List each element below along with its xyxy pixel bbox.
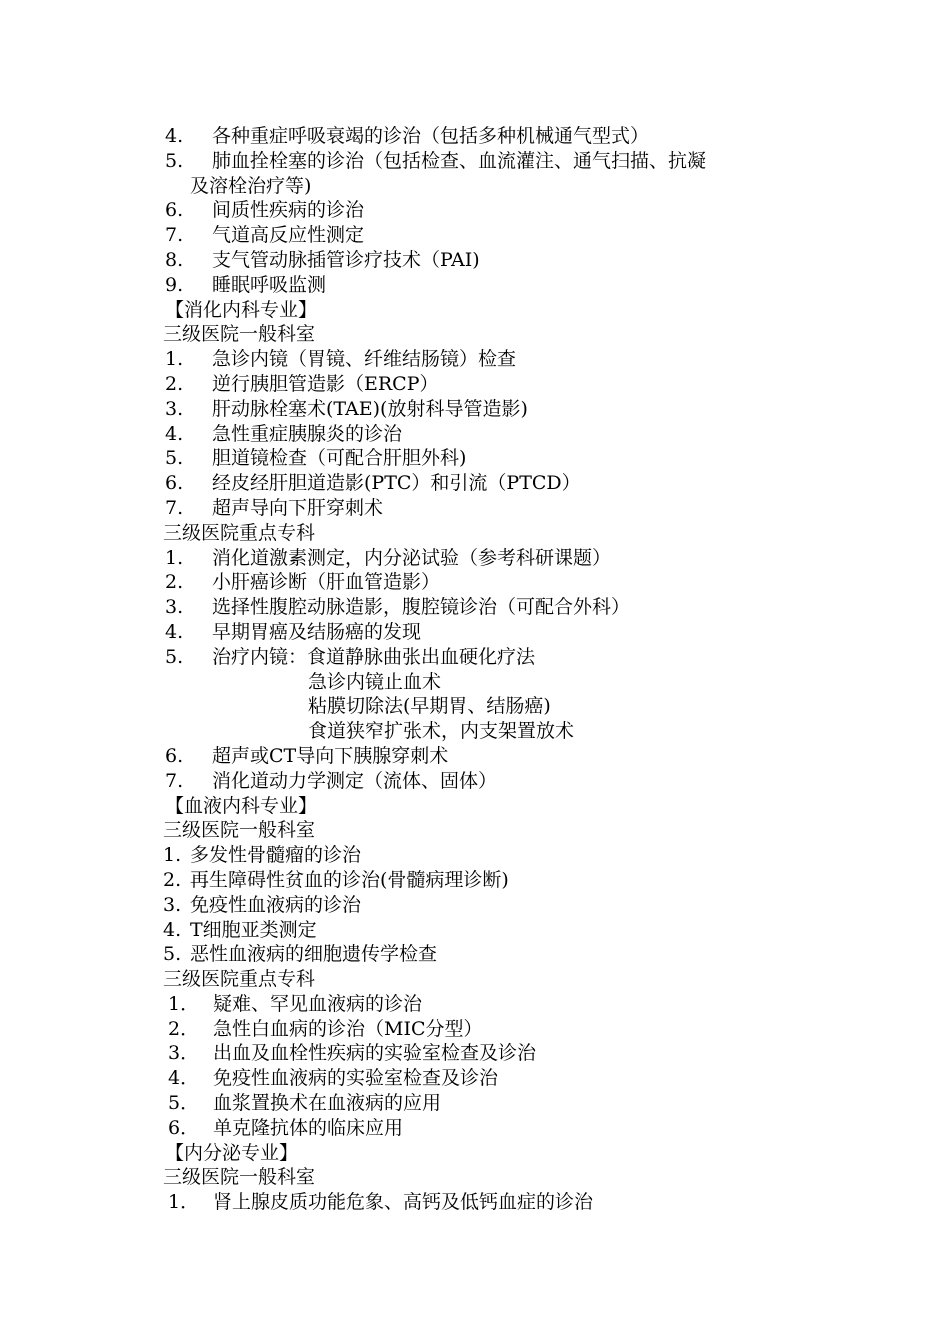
list-item	[0, 124, 950, 149]
item-number: 4.	[165, 125, 184, 147]
list-item	[0, 422, 950, 447]
item-number: 2.	[163, 868, 182, 891]
item-number: 7.	[165, 496, 184, 519]
item-text: 超声或CT导向下胰腺穿刺术	[212, 744, 449, 767]
item-number: 4.	[165, 422, 184, 445]
list-item	[0, 620, 950, 645]
document-body	[0, 124, 950, 1215]
list-item	[0, 719, 950, 744]
item-text: 急性重症胰腺炎的诊治	[212, 422, 403, 445]
item-text: 肺血拴栓塞的诊治（包括检查、血流灌注、通气扫描、抗凝	[212, 149, 707, 172]
list-item	[0, 918, 950, 943]
list-item	[0, 769, 950, 794]
item-text: 【内分泌专业】	[165, 1141, 299, 1164]
item-number: 1.	[163, 844, 182, 867]
list-item	[0, 645, 950, 670]
item-number: 5.	[165, 645, 184, 668]
item-text: 小肝癌诊断（肝血管造影）	[212, 571, 441, 594]
item-number: 2．	[168, 1017, 200, 1040]
item-text: 及溶栓治疗等)	[190, 174, 312, 197]
list-item	[0, 570, 950, 595]
list-item	[0, 1066, 950, 1091]
item-text: 支气管动脉插管诊疗技术（PAI)	[212, 248, 480, 271]
list-item	[0, 223, 950, 248]
item-number: 5.	[163, 943, 182, 966]
item-text: 气道高反应性测定	[212, 224, 365, 247]
item-number: 1．	[168, 1191, 200, 1214]
item-text: 选择性腹腔动脉造影，腹腔镜诊治（可配合外科）	[212, 596, 631, 619]
item-number: 2.	[165, 571, 184, 594]
subsection-heading	[0, 1165, 950, 1190]
item-text: 超声导向下肝穿刺术	[212, 496, 384, 519]
list-item	[0, 496, 950, 521]
item-number: 5.	[165, 149, 184, 172]
list-item	[0, 273, 950, 298]
list-item	[0, 868, 950, 893]
item-text: 粘膜切除法(早期胃、结肠癌)	[308, 695, 551, 718]
item-text: 出血及血栓性疾病的实验室检查及诊治	[213, 1042, 537, 1065]
item-text: 间质性疾病的诊治	[212, 199, 365, 222]
list-item	[0, 744, 950, 769]
item-number: 1．	[168, 992, 200, 1015]
list-item	[0, 1041, 950, 1066]
item-text: 消化道动力学测定（流体、固体）	[212, 769, 498, 792]
item-text: 三级医院一般科室	[163, 819, 316, 842]
subsection-heading	[0, 521, 950, 546]
item-text: T细胞亚类测定	[190, 918, 317, 941]
list-item	[0, 843, 950, 868]
list-item	[0, 347, 950, 372]
item-text: 食道狭窄扩张术，内支架置放术	[308, 720, 575, 743]
item-number: 3．	[168, 1042, 200, 1065]
item-text: 消化道激素测定，内分泌试验（参考科研课题）	[212, 546, 612, 569]
item-text: 单克隆抗体的临床应用	[213, 1116, 404, 1139]
item-number: 6.	[165, 472, 184, 495]
item-number: 3.	[163, 893, 182, 916]
list-item	[0, 446, 950, 471]
item-text: 三级医院一般科室	[163, 323, 316, 346]
list-item	[0, 198, 950, 223]
subsection-heading	[0, 967, 950, 992]
item-text: 三级医院重点专科	[163, 521, 316, 544]
item-text: 急诊内镜止血术	[308, 670, 442, 693]
list-item	[0, 149, 950, 174]
item-number: 6．	[168, 1116, 200, 1139]
list-item	[0, 1190, 950, 1215]
list-item	[0, 694, 950, 719]
list-item	[0, 372, 950, 397]
item-number: 9.	[165, 273, 184, 296]
item-text: 疑难、罕见血液病的诊治	[213, 992, 423, 1015]
list-item	[0, 1091, 950, 1116]
item-number: 3.	[165, 596, 184, 619]
subsection-heading	[0, 818, 950, 843]
item-text: 免疫性血液病的实验室检查及诊治	[213, 1067, 499, 1090]
item-number: 5．	[168, 1092, 200, 1115]
item-text: 肝动脉栓塞术(TAE)(放射科导管造影)	[212, 397, 528, 420]
item-text: 三级医院一般科室	[163, 1166, 316, 1189]
item-text: 再生障碍性贫血的诊治(骨髓病理诊断)	[190, 868, 509, 891]
item-text: 早期胃癌及结肠癌的发现	[212, 620, 422, 643]
list-item	[0, 670, 950, 695]
item-number: 1.	[165, 546, 184, 569]
item-text: 【血液内科专业】	[165, 794, 318, 817]
item-text: 逆行胰胆管造影（ERCP）	[212, 372, 439, 395]
item-text: 血浆置换术在血液病的应用	[213, 1092, 442, 1115]
item-number: 6.	[165, 199, 184, 222]
item-number: 4.	[165, 620, 184, 643]
item-text: 【消化内科专业】	[165, 298, 318, 321]
item-text: 各种重症呼吸衰竭的诊治（包括多种机械通气型式）	[212, 125, 650, 147]
item-number: 3.	[165, 397, 184, 420]
section-heading	[0, 794, 950, 819]
item-text: 睡眠呼吸监测	[212, 273, 327, 296]
list-item	[0, 546, 950, 571]
item-text: 治疗内镜：食道静脉曲张出血硬化疗法	[212, 645, 536, 668]
item-number: 8.	[165, 248, 184, 271]
list-item	[0, 248, 950, 273]
item-text: 急诊内镜（胃镜、纤维结肠镜）检查	[212, 348, 517, 371]
subsection-heading	[0, 322, 950, 347]
item-number: 6.	[165, 744, 184, 767]
section-heading	[0, 1141, 950, 1166]
item-number: 4.	[163, 918, 182, 941]
item-number: 7.	[165, 769, 184, 792]
item-text: 多发性骨髓瘤的诊治	[190, 844, 362, 867]
list-item	[0, 397, 950, 422]
item-number: 2.	[165, 372, 184, 395]
list-item	[0, 942, 950, 967]
list-item	[0, 992, 950, 1017]
list-item	[0, 174, 950, 199]
item-text: 恶性血液病的细胞遗传学检查	[190, 943, 438, 966]
list-item	[0, 471, 950, 496]
item-number: 1.	[165, 348, 184, 371]
item-text: 肾上腺皮质功能危象、高钙及低钙血症的诊治	[213, 1191, 594, 1214]
section-heading	[0, 298, 950, 323]
item-text: 急性白血病的诊治（MIC分型）	[213, 1017, 483, 1040]
item-text: 免疫性血液病的诊治	[190, 893, 362, 916]
item-text: 经皮经肝胆道造影(PTC）和引流（PTCD）	[212, 472, 581, 495]
list-item	[0, 893, 950, 918]
list-item	[0, 1017, 950, 1042]
item-number: 5.	[165, 447, 184, 470]
list-item	[0, 595, 950, 620]
item-number: 4．	[168, 1067, 200, 1090]
item-text: 胆道镜检查（可配合肝胆外科)	[212, 447, 467, 470]
item-number: 7.	[165, 224, 184, 247]
item-text: 三级医院重点专科	[163, 968, 316, 991]
list-item	[0, 1116, 950, 1141]
